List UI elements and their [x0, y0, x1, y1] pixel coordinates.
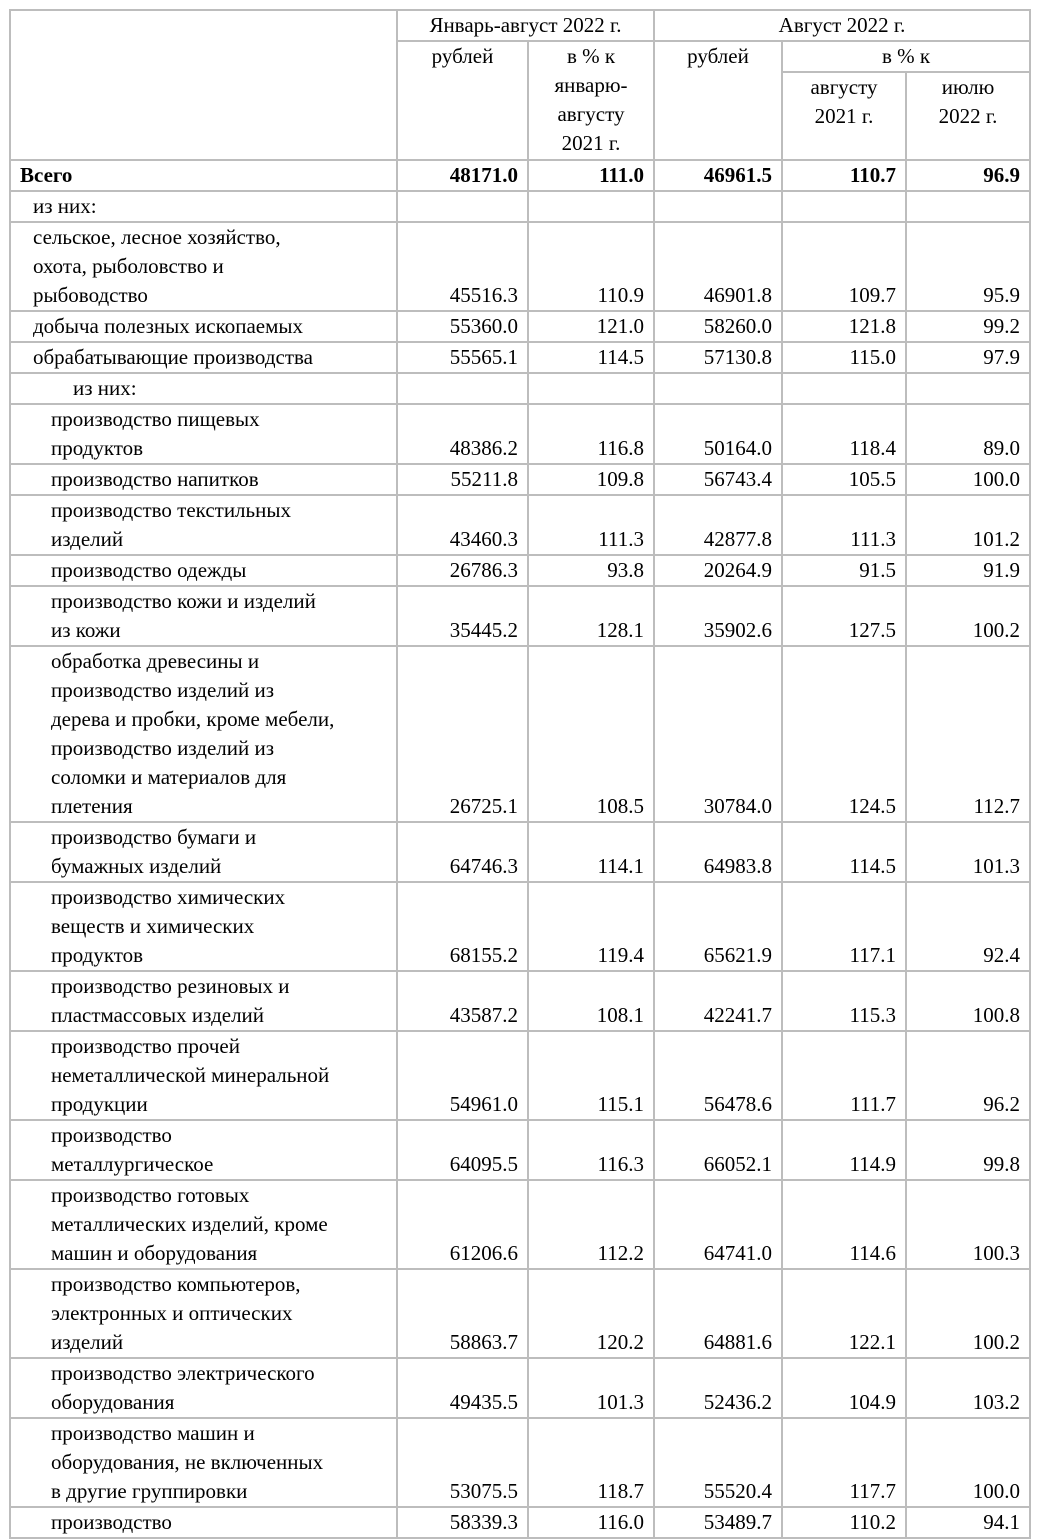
cell-pct-aug-2021: 114.6 [782, 1180, 906, 1269]
cell-wage-jan-aug: 26786.3 [397, 555, 528, 586]
row-label: производство кожи и изделий из кожи [10, 586, 397, 646]
cell-pct-jul-2022: 97.9 [906, 342, 1030, 373]
table-row [10, 464, 1030, 495]
cell-pct-jul-2022 [906, 191, 1030, 222]
table-row [10, 882, 1030, 971]
cell-wage-jan-aug [397, 191, 528, 222]
cell-wage-aug: 58260.0 [654, 311, 782, 342]
cell-pct-jul-2022 [906, 373, 1030, 404]
cell-pct-jan-aug: 112.2 [528, 1180, 654, 1269]
cell-pct-jan-aug: 115.1 [528, 1031, 654, 1120]
row-label: добыча полезных ископаемых [10, 311, 397, 342]
row-label: из них: [10, 191, 397, 222]
header-pct-to: в % к [782, 41, 1030, 72]
row-label: производство металлургическое [10, 1120, 397, 1180]
table-row [10, 1418, 1030, 1507]
table-row [10, 495, 1030, 555]
table-row [10, 1507, 1030, 1538]
cell-pct-jul-2022: 95.9 [906, 222, 1030, 311]
cell-pct-aug-2021: 127.5 [782, 586, 906, 646]
cell-wage-jan-aug: 68155.2 [397, 882, 528, 971]
cell-wage-jan-aug: 58339.3 [397, 1507, 528, 1538]
cell-pct-jan-aug: 108.1 [528, 971, 654, 1031]
cell-pct-jan-aug: 101.3 [528, 1358, 654, 1418]
cell-wage-jan-aug: 43587.2 [397, 971, 528, 1031]
cell-pct-aug-2021: 115.3 [782, 971, 906, 1031]
table-row [10, 342, 1030, 373]
cell-wage-jan-aug: 55360.0 [397, 311, 528, 342]
cell-wage-aug: 46901.8 [654, 222, 782, 311]
row-label: производство электрического оборудования [10, 1358, 397, 1418]
cell-wage-jan-aug: 48386.2 [397, 404, 528, 464]
cell-pct-jul-2022: 99.8 [906, 1120, 1030, 1180]
header-pct-jan-aug: в % к январю- августу 2021 г. [528, 41, 654, 160]
row-label: обрабатывающие производства [10, 342, 397, 373]
row-label: производство резиновых и пластмассовых изделий [10, 971, 397, 1031]
cell-wage-jan-aug: 55211.8 [397, 464, 528, 495]
header-period-jan-aug: Январь-август 2022 г. [397, 10, 654, 41]
row-label: производство компьютеров, электронных и оптических изделий [10, 1269, 397, 1358]
cell-pct-aug-2021 [782, 373, 906, 404]
row-label: производство прочей неметаллической минеральной продукции [10, 1031, 397, 1120]
cell-wage-jan-aug: 26725.1 [397, 646, 528, 822]
cell-pct-jan-aug: 116.0 [528, 1507, 654, 1538]
table-row [10, 971, 1030, 1031]
cell-pct-jan-aug: 119.4 [528, 882, 654, 971]
row-label: производство химических веществ и химических продуктов [10, 882, 397, 971]
cell-wage-aug: 56743.4 [654, 464, 782, 495]
cell-wage-aug: 53489.7 [654, 1507, 782, 1538]
cell-wage-aug [654, 373, 782, 404]
row-label: обработка древесины и производство изделий из дерева и пробки, кроме мебели, производство изделий из соломки и материалов для плетения [10, 646, 397, 822]
header-rubles-jan-aug: рублей [397, 41, 528, 160]
row-label: из них: [10, 373, 397, 404]
cell-pct-jan-aug: 111.0 [528, 160, 654, 191]
cell-pct-aug-2021: 114.9 [782, 1120, 906, 1180]
table-row [10, 822, 1030, 882]
cell-wage-jan-aug [397, 373, 528, 404]
cell-pct-jul-2022: 99.2 [906, 311, 1030, 342]
cell-wage-jan-aug: 53075.5 [397, 1418, 528, 1507]
cell-pct-jul-2022: 100.8 [906, 971, 1030, 1031]
cell-wage-aug: 64983.8 [654, 822, 782, 882]
cell-wage-aug: 42241.7 [654, 971, 782, 1031]
header-corner-cell [10, 10, 397, 160]
cell-pct-aug-2021 [782, 191, 906, 222]
cell-wage-aug: 46961.5 [654, 160, 782, 191]
cell-pct-jan-aug: 116.8 [528, 404, 654, 464]
cell-pct-jul-2022: 89.0 [906, 404, 1030, 464]
cell-pct-jan-aug: 110.9 [528, 222, 654, 311]
cell-pct-jul-2022: 100.0 [906, 1418, 1030, 1507]
cell-pct-jan-aug: 120.2 [528, 1269, 654, 1358]
cell-pct-jul-2022: 92.4 [906, 882, 1030, 971]
cell-pct-jul-2022: 101.3 [906, 822, 1030, 882]
cell-pct-jul-2022: 96.9 [906, 160, 1030, 191]
cell-wage-aug: 64881.6 [654, 1269, 782, 1358]
table-row [10, 191, 1030, 222]
row-label: производство бумаги и бумажных изделий [10, 822, 397, 882]
row-label: производство [10, 1507, 397, 1538]
header-rubles-aug: рублей [654, 41, 782, 160]
cell-pct-jul-2022: 100.2 [906, 586, 1030, 646]
cell-pct-jul-2022: 101.2 [906, 495, 1030, 555]
cell-pct-jan-aug: 128.1 [528, 586, 654, 646]
cell-pct-aug-2021: 122.1 [782, 1269, 906, 1358]
cell-pct-jan-aug: 114.5 [528, 342, 654, 373]
wage-table [9, 9, 1031, 1539]
cell-pct-aug-2021: 110.2 [782, 1507, 906, 1538]
cell-pct-aug-2021: 110.7 [782, 160, 906, 191]
row-label: производство текстильных изделий [10, 495, 397, 555]
table-row [10, 1269, 1030, 1358]
cell-pct-aug-2021: 118.4 [782, 404, 906, 464]
cell-wage-jan-aug: 64095.5 [397, 1120, 528, 1180]
cell-pct-aug-2021: 109.7 [782, 222, 906, 311]
cell-pct-jul-2022: 96.2 [906, 1031, 1030, 1120]
cell-pct-aug-2021: 105.5 [782, 464, 906, 495]
cell-wage-aug: 65621.9 [654, 882, 782, 971]
header-aug-2021: августу 2021 г. [782, 72, 906, 160]
cell-pct-jul-2022: 100.2 [906, 1269, 1030, 1358]
cell-pct-aug-2021: 121.8 [782, 311, 906, 342]
cell-wage-aug: 30784.0 [654, 646, 782, 822]
cell-wage-jan-aug: 35445.2 [397, 586, 528, 646]
cell-wage-jan-aug: 58863.7 [397, 1269, 528, 1358]
cell-wage-aug: 66052.1 [654, 1120, 782, 1180]
cell-wage-jan-aug: 54961.0 [397, 1031, 528, 1120]
cell-pct-jan-aug [528, 373, 654, 404]
cell-wage-jan-aug: 55565.1 [397, 342, 528, 373]
cell-pct-aug-2021: 117.1 [782, 882, 906, 971]
cell-wage-jan-aug: 49435.5 [397, 1358, 528, 1418]
table-row [10, 222, 1030, 311]
cell-pct-jan-aug [528, 191, 654, 222]
cell-pct-aug-2021: 124.5 [782, 646, 906, 822]
cell-pct-aug-2021: 114.5 [782, 822, 906, 882]
cell-pct-jan-aug: 121.0 [528, 311, 654, 342]
row-label: Всего [10, 160, 397, 191]
table-row [10, 1180, 1030, 1269]
row-label: сельское, лесное хозяйство, охота, рыболовство и рыбоводство [10, 222, 397, 311]
cell-wage-jan-aug: 64746.3 [397, 822, 528, 882]
cell-wage-jan-aug: 48171.0 [397, 160, 528, 191]
cell-pct-jan-aug: 114.1 [528, 822, 654, 882]
cell-pct-jan-aug: 108.5 [528, 646, 654, 822]
table-row [10, 1120, 1030, 1180]
table-row [10, 646, 1030, 822]
cell-wage-aug: 55520.4 [654, 1418, 782, 1507]
cell-pct-jul-2022: 100.3 [906, 1180, 1030, 1269]
cell-pct-jul-2022: 91.9 [906, 555, 1030, 586]
row-label: производство напитков [10, 464, 397, 495]
row-label: производство одежды [10, 555, 397, 586]
table-row [10, 373, 1030, 404]
header-row-1 [10, 10, 1030, 41]
cell-pct-jan-aug: 93.8 [528, 555, 654, 586]
cell-pct-aug-2021: 111.7 [782, 1031, 906, 1120]
table-row [10, 586, 1030, 646]
cell-wage-aug: 50164.0 [654, 404, 782, 464]
cell-wage-jan-aug: 45516.3 [397, 222, 528, 311]
cell-pct-jul-2022: 100.0 [906, 464, 1030, 495]
cell-wage-aug: 57130.8 [654, 342, 782, 373]
cell-pct-aug-2021: 115.0 [782, 342, 906, 373]
cell-pct-jan-aug: 118.7 [528, 1418, 654, 1507]
cell-wage-aug: 56478.6 [654, 1031, 782, 1120]
cell-wage-aug: 64741.0 [654, 1180, 782, 1269]
cell-wage-jan-aug: 43460.3 [397, 495, 528, 555]
row-label: производство готовых металлических изделий, кроме машин и оборудования [10, 1180, 397, 1269]
table-row [10, 555, 1030, 586]
table-row [10, 311, 1030, 342]
header-jul-2022: июлю 2022 г. [906, 72, 1030, 160]
cell-wage-jan-aug: 61206.6 [397, 1180, 528, 1269]
cell-wage-aug: 42877.8 [654, 495, 782, 555]
cell-pct-jan-aug: 116.3 [528, 1120, 654, 1180]
cell-pct-aug-2021: 111.3 [782, 495, 906, 555]
cell-pct-jul-2022: 112.7 [906, 646, 1030, 822]
table-row [10, 1031, 1030, 1120]
cell-pct-jan-aug: 109.8 [528, 464, 654, 495]
row-label: производство машин и оборудования, не включенных в другие группировки [10, 1418, 397, 1507]
cell-wage-aug [654, 191, 782, 222]
cell-pct-aug-2021: 104.9 [782, 1358, 906, 1418]
cell-pct-jan-aug: 111.3 [528, 495, 654, 555]
cell-wage-aug: 52436.2 [654, 1358, 782, 1418]
table-row-total [10, 160, 1030, 191]
cell-pct-jul-2022: 103.2 [906, 1358, 1030, 1418]
header-period-aug: Август 2022 г. [654, 10, 1030, 41]
cell-pct-aug-2021: 91.5 [782, 555, 906, 586]
cell-pct-jul-2022: 94.1 [906, 1507, 1030, 1538]
row-label: производство пищевых продуктов [10, 404, 397, 464]
cell-pct-aug-2021: 117.7 [782, 1418, 906, 1507]
wage-table-container [9, 9, 1031, 1539]
cell-wage-aug: 20264.9 [654, 555, 782, 586]
cell-wage-aug: 35902.6 [654, 586, 782, 646]
table-row [10, 404, 1030, 464]
wage-table-body [10, 10, 1030, 1538]
table-row [10, 1358, 1030, 1418]
